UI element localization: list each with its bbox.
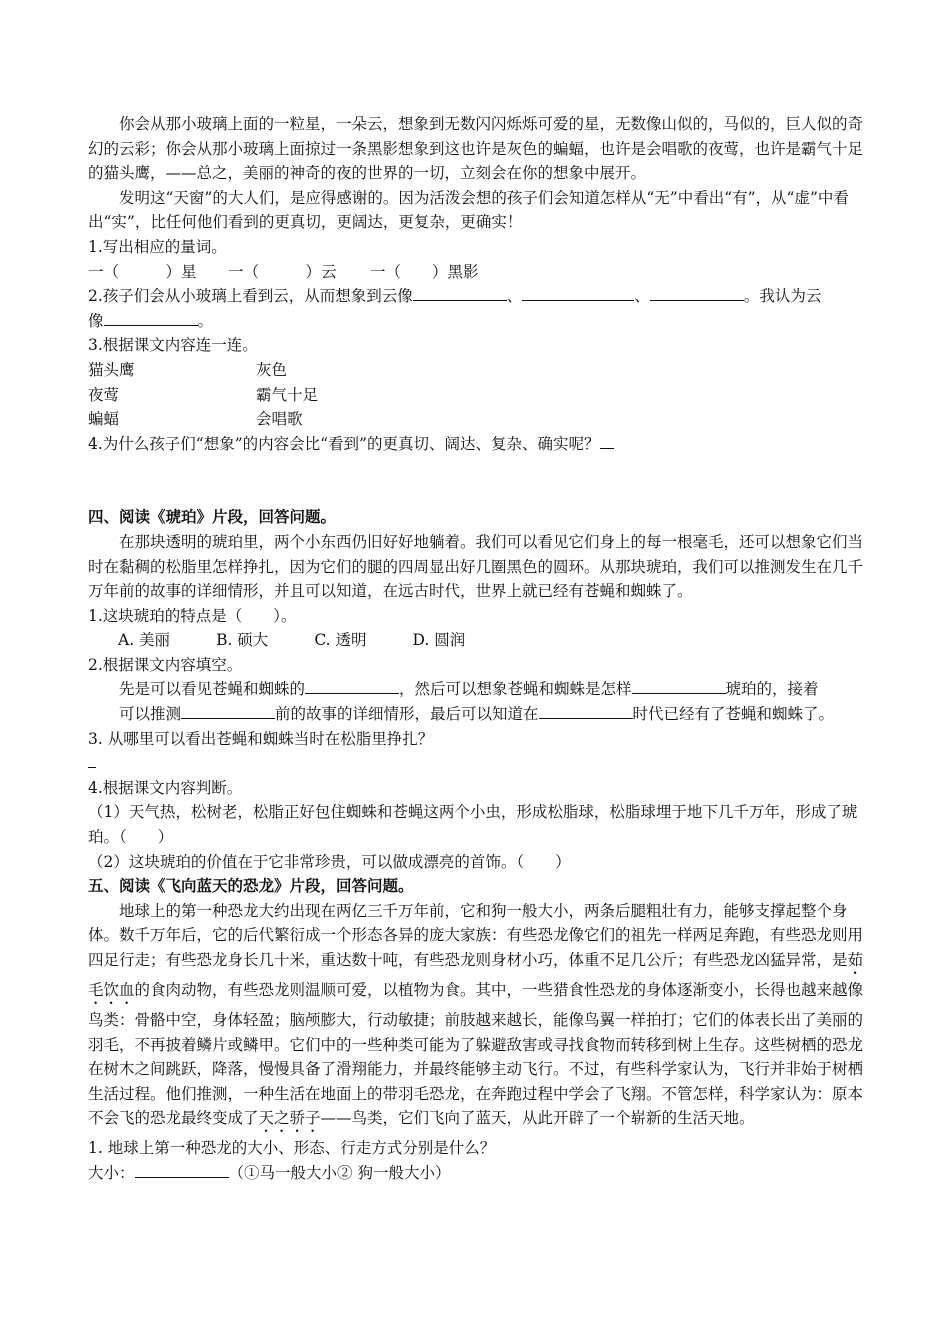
answer-blank[interactable] — [88, 751, 96, 768]
amber-blank-1[interactable] — [305, 677, 399, 694]
amber-answer-line — [88, 751, 868, 776]
amber-question-2: 2.根据课文内容填空。 — [88, 655, 243, 674]
match-row — [88, 407, 868, 432]
choice-d[interactable]: D. 圆润 — [412, 631, 466, 650]
cloud-blank-2[interactable] — [522, 284, 634, 301]
amber-question-1: 1.这块琥珀的特点是（ ）。 — [88, 606, 297, 625]
cloud-blank-3[interactable] — [650, 284, 744, 301]
amber-blank-3[interactable] — [181, 702, 275, 719]
amber-fill-line-1: 先是可以看见苍蝇和蜘蛛的 ，然后可以想象苍蝇和蜘蛛是怎样 琥珀的，接着 — [88, 677, 868, 702]
section-4-heading: 四、阅读《琥珀》片段，回答问题。 — [88, 507, 337, 527]
amber-fill-line-2: 可以推测 前的故事的详细情形，最后可以知道在 时代已经有了苍蝇和蜘蛛了。 — [88, 702, 868, 727]
match-right-item[interactable]: 会唱歌 — [256, 410, 303, 429]
match-right-item[interactable]: 霸气十足 — [256, 385, 319, 404]
judgement-1: （1）天气热，松树老，松脂正好包住蜘蛛和苍蝇这两个小虫，形成松脂球，松脂球埋于地下几千万年，形成了琥珀。（ ） — [88, 803, 858, 847]
question-4: 4.为什么孩子们“想象”的内容会比“看到”的更真切、阔达、复杂、确实呢？ — [88, 432, 868, 457]
emphasized-idiom-1: 茹毛饮血 — [88, 951, 864, 999]
match-left-item[interactable]: 夜莺 — [88, 385, 120, 404]
choice-a[interactable]: A. 美丽 — [118, 631, 171, 650]
question-1-title: 1.写出相应的量词。 — [88, 237, 227, 256]
dinosaur-passage: 地球上的第一种恐龙大约出现在两亿三千万年前，它和狗一般大小，两条后腿粗壮有力，能够支撑起整个身体。数千万年后，它的后代繁衍成一个形态各异的庞大家族：有些恐龙像它们的祖先一样两足奔跑，有些恐龙则用四足行走；有些恐龙身长几十米，重达数十吨，有些恐龙则身材小巧，体重不足几公斤；有些恐龙凶猛异常，是茹毛饮血的食肉动物，有些恐龙则温顺可爱，以植物为食。其中，一些猎食性恐龙的身体逐渐变小，长得也越来越像鸟类：骨骼中空，身体轻盈；脑颅膨大，行动敏捷；前肢越来越长，能像鸟翼一样拍打；它们的体表长出了美丽的羽毛，不再披着鳞片或鳞甲。它们中的一些种类可能为了躲避敌害或寻找食物而转移到树上生存。这些树栖的恐龙在树木之间跳跃，降落，慢慢具备了滑翔能力，并最终能够主动飞行。不过，有些科学家认为，飞行并非始于树栖生活过程。他们推测，一种生活在地面上的带羽毛恐龙，在奔跑过程中学会了飞翔。不管怎样，科学家认为：原本不会飞的恐龙最终变成了天之骄子——鸟类，它们飞向了蓝天，从此开辟了一个崭新的生活天地。 — [88, 901, 864, 1128]
answer-blank[interactable] — [600, 432, 614, 449]
match-row — [88, 383, 868, 408]
amber-blank-4[interactable] — [539, 702, 633, 719]
choice-row — [88, 628, 868, 653]
size-answer-line: 大小： （①马一般大小② 狗一般大小） — [88, 1161, 868, 1186]
cloud-blank-4[interactable] — [104, 309, 198, 326]
amber-passage: 在那块透明的琥珀里，两个小东西仍旧好好地躺着。我们可以看见它们身上的每一根毫毛，还可以想象它们当时在黏稠的松脂里怎样挣扎，因为它们的腿的四周显出好几圈黑色的圆环。从那块琥珀，我们可以推测发生在几千万年前的故事的详细情形，并且可以知道，在远古时代，世界上就已经有苍蝇和蜘蛛了。 — [88, 532, 864, 601]
measure-word-star[interactable]: 一（ ）星 — [88, 262, 197, 281]
question-3-title: 3.根据课文内容连一连。 — [88, 336, 258, 355]
dinosaur-question-1: 1. 地球上第一种恐龙的大小、形态、行走方式分别是什么？ — [88, 1139, 496, 1158]
passage1-paragraph1: 你会从那小玻璃上面的一粒星，一朵云，想象到无数闪闪烁烁可爱的星，无数像山似的，马似的，巨人似的奇幻的云彩；你会从那小玻璃上面掠过一条黑影想象到这也许是灰色的蝙蝠，也许是会唱歌的夜莺，也许是霸气十足的猫头鹰，——总之，美丽的神奇的夜的世界的一切，立刻会在你的想象中展开。 — [88, 115, 864, 183]
worksheet-page — [88, 112, 868, 1186]
question-2: 2.孩子们会从小玻璃上看到云，从而想象到云像 、 、 。我认为云 像 。 — [88, 284, 868, 333]
amber-blank-2[interactable] — [632, 677, 726, 694]
size-blank[interactable] — [135, 1161, 229, 1178]
passage1-paragraph2: 发明这“天窗”的大人们，是应得感谢的。因为活泼会想的孩子们会知道怎样从“无”中看出“有”，从“虚”中看出“实”，比任何他们看到的更真切，更阔达，更复杂，更确实！ — [88, 188, 849, 232]
cloud-blank-1[interactable] — [413, 284, 507, 301]
amber-question-3: 3. 从哪里可以看出苍蝇和蜘蛛当时在松脂里挣扎？ — [88, 729, 434, 748]
measure-word-cloud[interactable]: 一（ ）云 — [228, 262, 337, 281]
match-left-item[interactable]: 猫头鹰 — [88, 360, 135, 379]
match-left-item[interactable]: 蝙蝠 — [88, 410, 120, 429]
measure-word-shadow[interactable]: 一（ ）黑影 — [370, 262, 479, 281]
measure-word-row — [88, 260, 868, 285]
choice-b[interactable]: B. 硕大 — [216, 631, 269, 650]
match-row — [88, 358, 868, 383]
choice-c[interactable]: C. 透明 — [314, 631, 367, 650]
judgement-2: （2）这块琥珀的价值在于它非常珍贵，可以做成漂亮的首饰。（ ） — [88, 852, 571, 871]
amber-question-4: 4.根据课文内容判断。 — [88, 778, 243, 797]
section-5-heading: 五、阅读《飞向蓝天的恐龙》片段，回答问题。 — [88, 876, 414, 896]
match-right-item[interactable]: 灰色 — [256, 360, 288, 379]
emphasized-idiom-2: 天之骄子 — [258, 1109, 321, 1128]
